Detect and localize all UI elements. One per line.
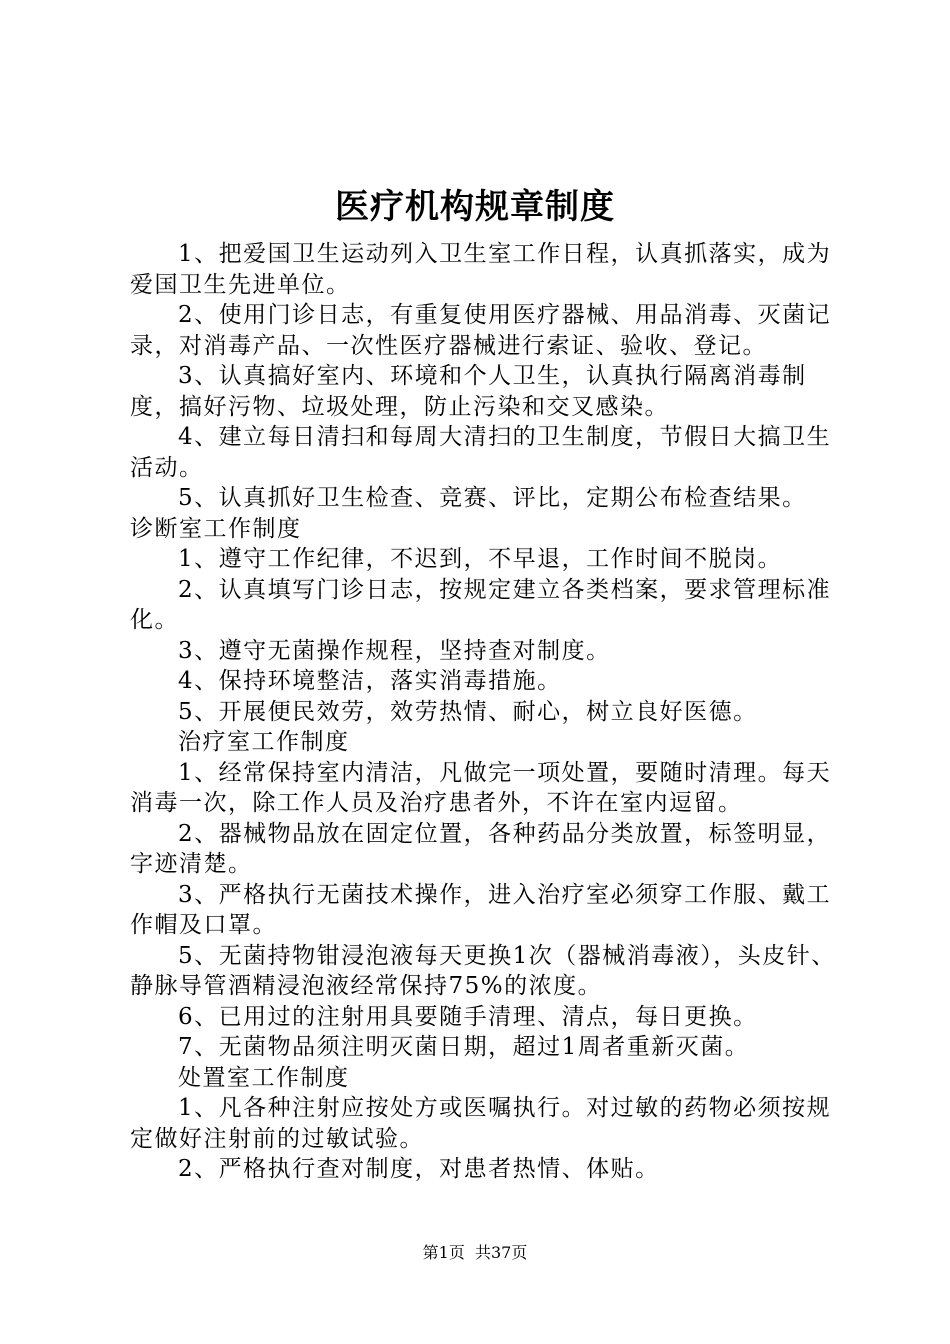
paragraph: 6、已用过的注射用具要随手清理、清点，每日更换。	[178, 1003, 758, 1030]
paragraph: 1、经常保持室内清洁，凡做完一项处置，要随时清理。每天消毒一次，除工作人员及治疗患者外，不许在室内逗留。	[130, 759, 832, 816]
paragraph: 2、认真填写门诊日志，按规定建立各类档案，要求管理标准化。	[130, 576, 832, 633]
paragraph: 1、把爱国卫生运动列入卫生室工作日程，认真抓落实，成为爱国卫生先进单位。	[130, 241, 832, 298]
section-heading: 处置室工作制度	[178, 1064, 350, 1091]
section-heading: 诊断室工作制度	[130, 515, 302, 542]
paragraph: 3、遵守无菌操作规程，坚持查对制度。	[178, 637, 611, 664]
section-heading: 治疗室工作制度	[178, 729, 350, 755]
document-body	[130, 239, 840, 1185]
paragraph: 1、凡各种注射应按处方或医嘱执行。对过敏的药物必须按规定做好注射前的过敏试验。	[130, 1095, 832, 1152]
paragraph: 2、使用门诊日志，有重复使用医疗器械、用品消毒、灭菌记录，对消毒产品、一次性医疗器械进行索证、验收、登记。	[130, 302, 832, 359]
paragraph: 4、建立每日清扫和每周大清扫的卫生制度，节假日大搞卫生活动。	[130, 424, 832, 481]
paragraph: 5、无菌持物钳浸泡液每天更换1次（器械消毒液），头皮针、静脉导管酒精浸泡液经常保持75%的浓度。	[130, 942, 836, 999]
paragraph: 5、开展便民效劳，效劳热情、耐心，树立良好医德。	[178, 698, 758, 725]
paragraph: 3、认真搞好室内、环境和个人卫生，认真执行隔离消毒制度，搞好污物、垃圾处理，防止污染和交叉感染。	[130, 363, 807, 420]
paragraph: 4、保持环境整洁，落实消毒措施。	[178, 668, 562, 694]
page-footer	[0, 1241, 950, 1265]
paragraph: 1、遵守工作纪律，不迟到，不早退，工作时间不脱岗。	[178, 546, 783, 572]
paragraph: 2、严格执行查对制度，对患者热情、体贴。	[178, 1156, 660, 1182]
paragraph: 3、严格执行无菌技术操作，进入治疗室必须穿工作服、戴工作帽及口罩。	[130, 881, 832, 938]
document-title: 医疗机构规章制度	[335, 187, 615, 227]
paragraph: 2、器械物品放在固定位置，各种药品分类放置，标签明显，字迹清楚。	[130, 820, 832, 877]
paragraph: 7、无菌物品须注明灭菌日期，超过1周者重新灭菌。	[178, 1034, 750, 1060]
paragraph: 5、认真抓好卫生检查、竞赛、评比，定期公布检查结果。	[178, 485, 807, 511]
page-number-label: 第1页 共37页	[422, 1243, 528, 1262]
